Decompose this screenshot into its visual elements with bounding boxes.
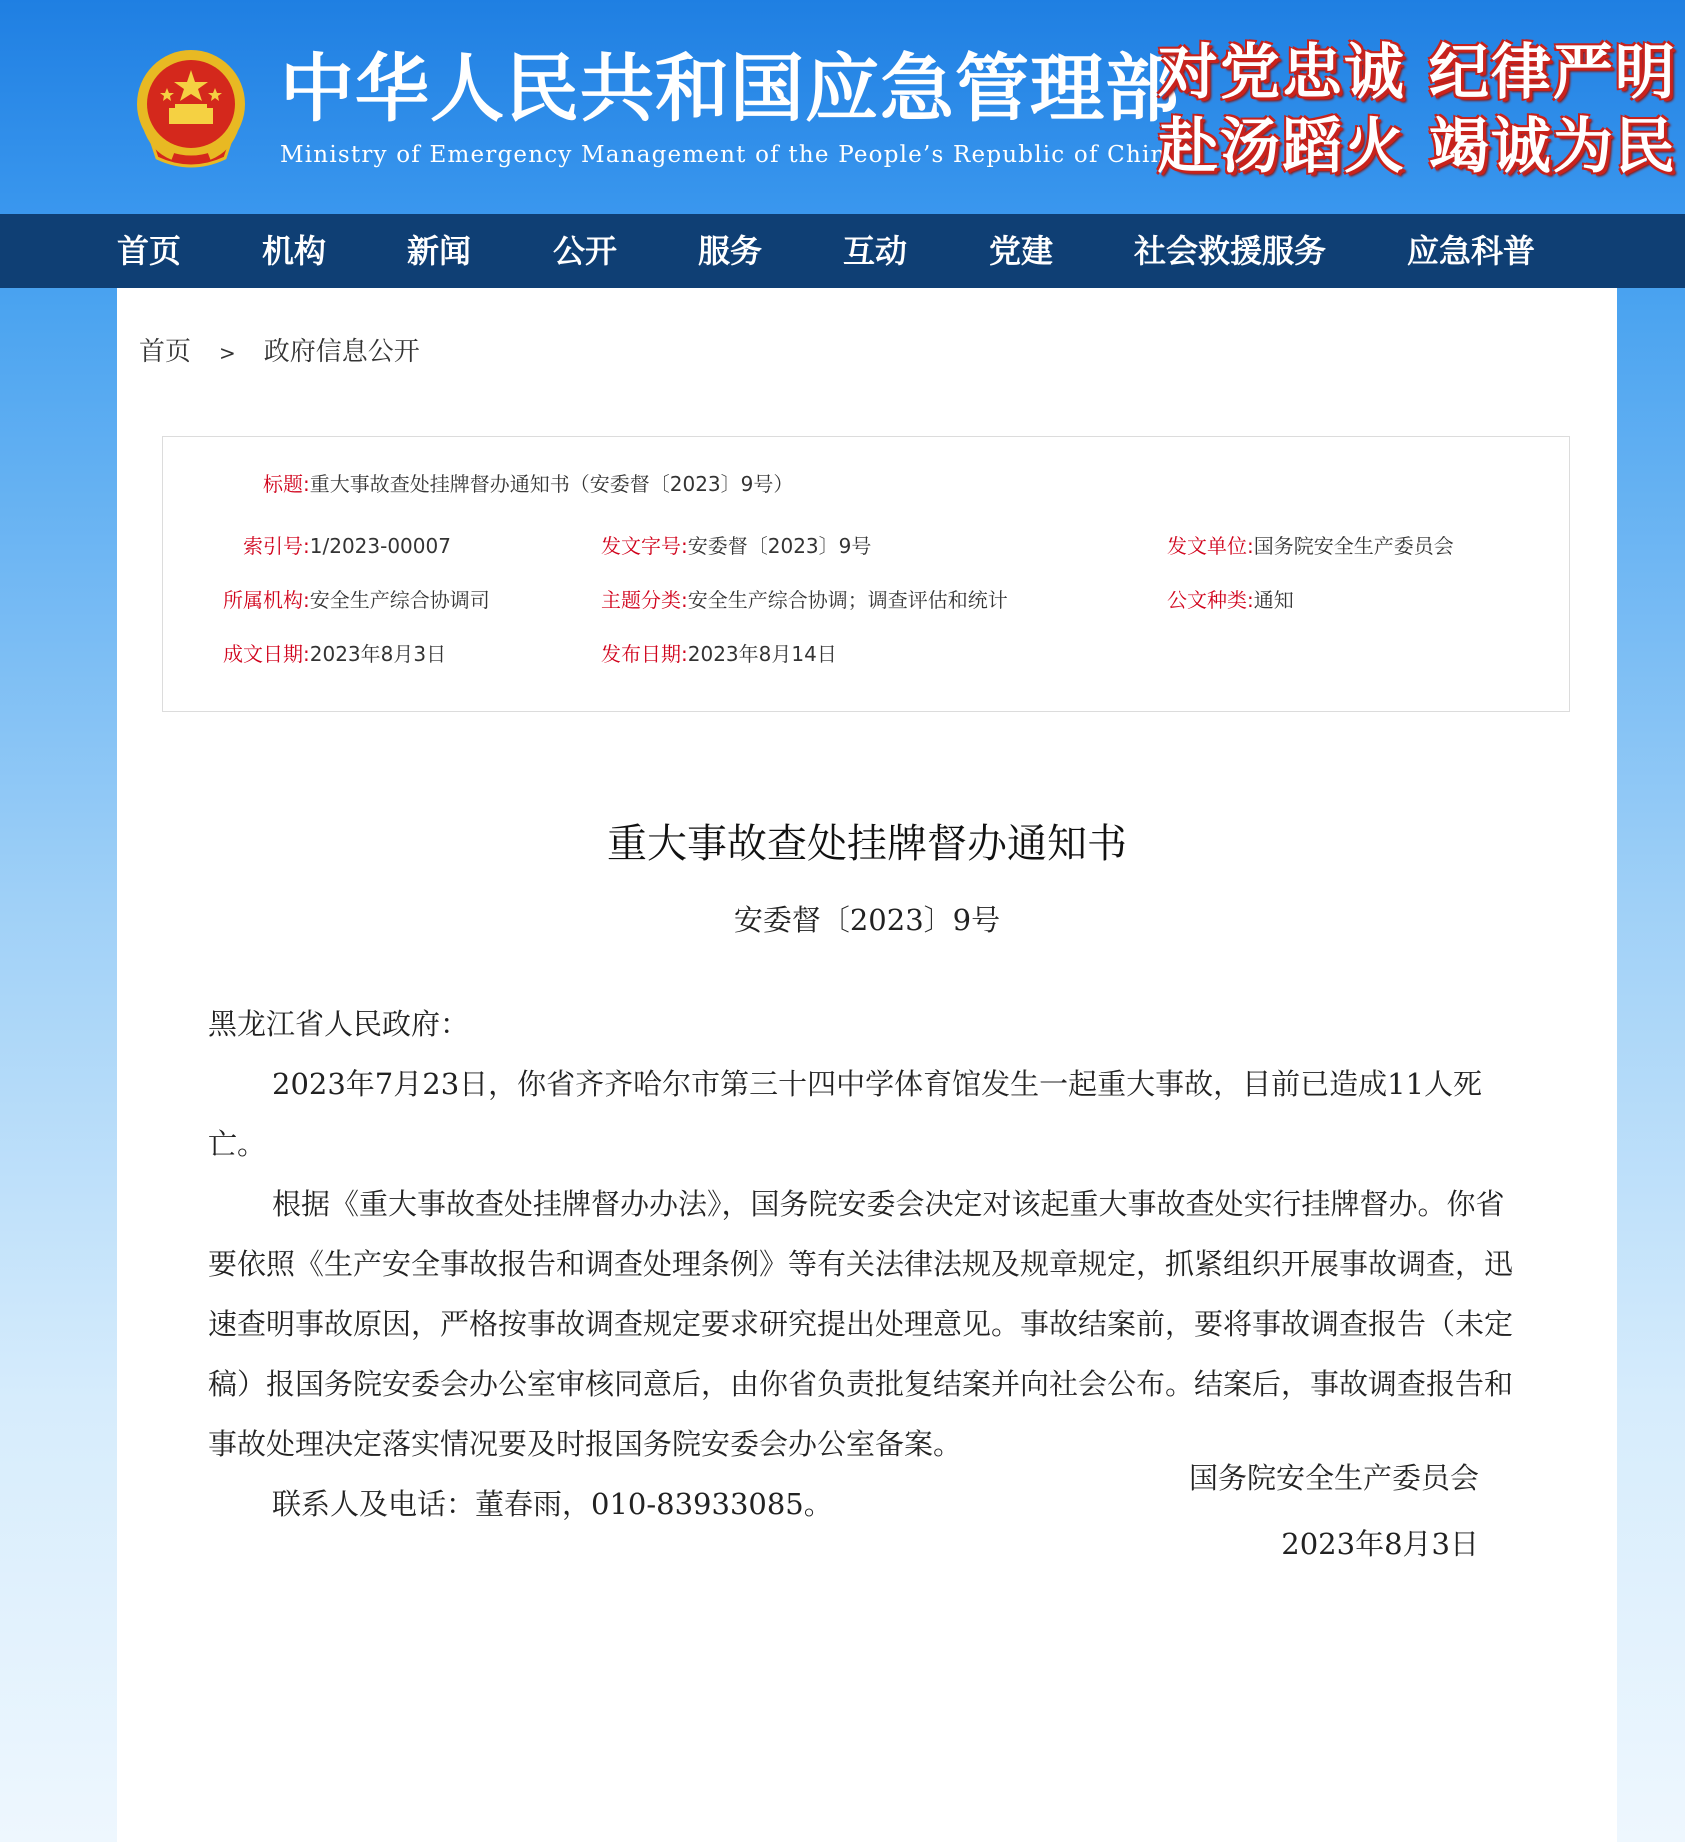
slogan-line-2: 赴汤蹈火 竭诚为民 xyxy=(1158,112,1677,182)
main-nav xyxy=(0,214,1685,288)
nav-item-org[interactable]: 机构 xyxy=(262,232,327,270)
meta-docno-label: 发文字号: xyxy=(601,534,688,558)
meta-published-date xyxy=(601,639,837,669)
site-header xyxy=(0,0,1685,214)
meta-topic xyxy=(601,585,1008,615)
document-number: 安委督〔2023〕9号 xyxy=(733,903,1001,937)
meta-written-label: 成文日期: xyxy=(223,642,310,666)
breadcrumb-current[interactable]: 政府信息公开 xyxy=(263,337,420,367)
meta-title xyxy=(263,469,793,499)
nav-item-service[interactable]: 服务 xyxy=(698,232,763,270)
nav-item-party[interactable]: 党建 xyxy=(989,232,1054,270)
document-paragraph-1: 2023年7月23日，你省齐齐哈尔市第三十四中学体育馆发生一起重大事故，目前已造成11人死亡。 xyxy=(208,1067,1483,1161)
meta-published-value: 2023年8月14日 xyxy=(687,642,837,666)
breadcrumb xyxy=(139,334,420,370)
document-signer: 国务院安全生产委员会 xyxy=(1188,1461,1479,1495)
meta-index-label: 索引号: xyxy=(243,534,310,558)
meta-published-label: 发布日期: xyxy=(601,642,688,666)
meta-title-label: 标题: xyxy=(263,472,310,496)
document-contact: 联系人及电话：董春雨，010-83933085。 xyxy=(272,1487,833,1521)
meta-dept xyxy=(223,585,490,615)
nav-item-rescue[interactable]: 社会救援服务 xyxy=(1134,232,1327,270)
site-title-cn[interactable]: 中华人民共和国应急管理部 xyxy=(280,46,1180,132)
meta-dept-label: 所属机构: xyxy=(223,588,310,612)
document-paragraph-2: 根据《重大事故查处挂牌督办办法》，国务院安委会决定对该起重大事故查处实行挂牌督办。你省要依照《生产安全事故报告和调查处理条例》等有关法律法规及规章规定，抓紧组织开展事故调查，迅速查明事故原因，严格按事故调查规定要求研究提出处理意见。事故结案前，要将事故调查报告（未定稿）报国务院安委会办公室审核同意后，由你省负责批复结案并向社会公布。结案后，事故调查报告和事故处理决定落实情况要及时报国务院安委会办公室备案。 xyxy=(208,1187,1514,1461)
site-title-en: Ministry of Emergency Management of the People’s Republic of China xyxy=(280,142,1182,168)
meta-index xyxy=(243,531,451,561)
meta-topic-value: 安全生产综合协调；调查评估和统计 xyxy=(687,588,1008,612)
document-date: 2023年8月3日 xyxy=(1281,1527,1479,1561)
meta-type xyxy=(1167,585,1294,615)
nav-item-interact[interactable]: 互动 xyxy=(843,232,908,270)
meta-index-value: 1/2023-00007 xyxy=(309,534,451,558)
meta-issuer xyxy=(1167,531,1454,561)
meta-written-date xyxy=(223,639,446,669)
meta-type-label: 公文种类: xyxy=(1167,588,1254,612)
breadcrumb-separator: > xyxy=(219,341,236,365)
meta-type-value: 通知 xyxy=(1253,588,1294,612)
document-title: 重大事故查处挂牌督办通知书 xyxy=(607,821,1127,867)
meta-dept-value: 安全生产综合协调司 xyxy=(309,588,490,612)
nav-item-home[interactable]: 首页 xyxy=(117,232,182,270)
slogan-line-1: 对党忠诚 纪律严明 xyxy=(1158,38,1677,108)
breadcrumb-home[interactable]: 首页 xyxy=(139,337,192,367)
meta-title-value: 重大事故查处挂牌督办通知书（安委督〔2023〕9号） xyxy=(309,472,794,496)
meta-issuer-value: 国务院安全生产委员会 xyxy=(1253,534,1454,558)
meta-written-value: 2023年8月3日 xyxy=(309,642,447,666)
meta-issuer-label: 发文单位: xyxy=(1167,534,1254,558)
nav-item-open[interactable]: 公开 xyxy=(553,232,618,270)
document-metadata-box xyxy=(162,436,1570,712)
nav-item-science[interactable]: 应急科普 xyxy=(1407,232,1536,270)
document-salutation: 黑龙江省人民政府： xyxy=(208,1007,470,1041)
meta-docno-value: 安委督〔2023〕9号 xyxy=(687,534,872,558)
national-emblem-icon[interactable] xyxy=(133,48,249,170)
content-panel xyxy=(117,288,1617,1842)
meta-docno xyxy=(601,531,871,561)
nav-item-news[interactable]: 新闻 xyxy=(407,232,472,270)
meta-topic-label: 主题分类: xyxy=(601,588,688,612)
document-body xyxy=(208,994,1518,1534)
